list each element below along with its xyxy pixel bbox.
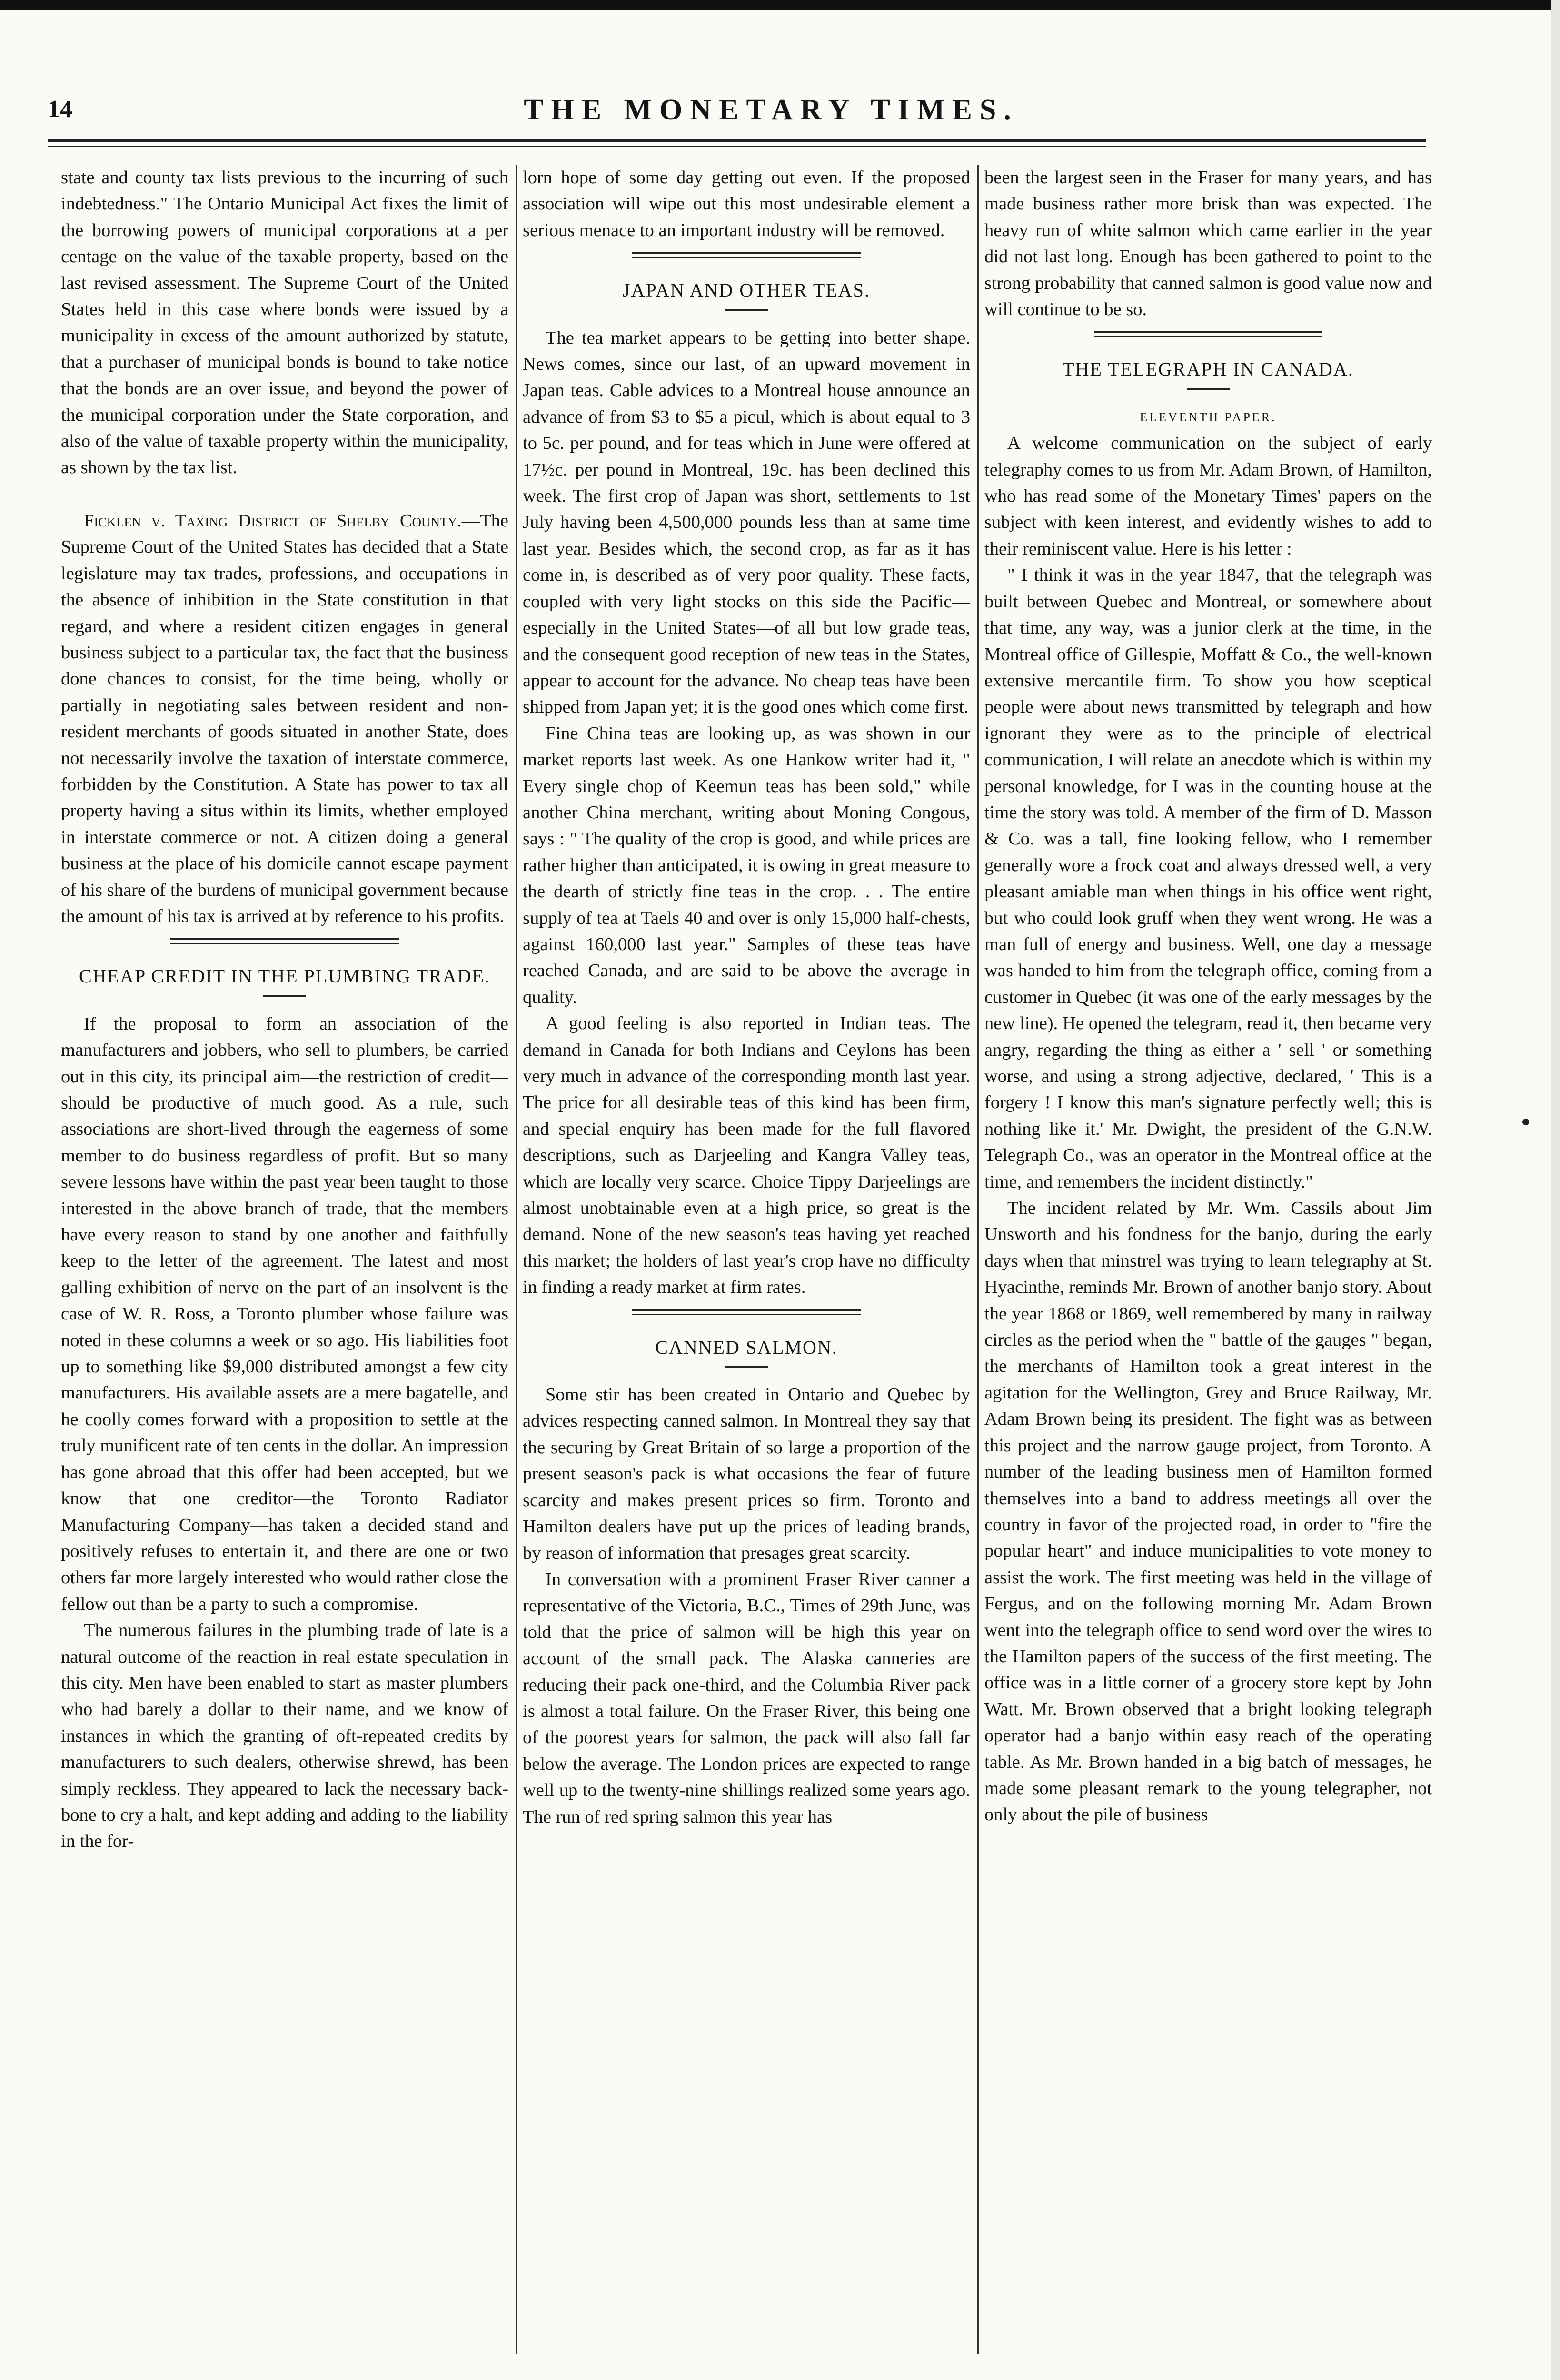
section-subheading: ELEVENTH PAPER. — [1140, 410, 1277, 424]
column-divider-1 — [516, 165, 517, 2354]
section-separator — [632, 252, 861, 258]
paragraph: In conversation with a prominent Fraser River canner a representative of the Victoria, B.C., Times of 29th June, was told that the price of salmon will be high this year on account of the small pack. The Alaska canneries are reducing their pack one-third, and the Columbia River pack is almost a total failure. On the Fraser River, this being one of the poorest years for salmon, the pack will also fall far below the average. The London prices are expected to range well up to the twenty-nine shillings realized some years ago. The run of red spring salmon this year has — [523, 1569, 970, 1827]
heading-rule — [725, 309, 768, 311]
scan-right-edge — [1551, 0, 1560, 2380]
heading-rule — [263, 995, 306, 997]
page-number: 14 — [48, 96, 72, 123]
paragraph: " I think it was in the year 1847, that the telegraph was built between Quebec and Montreal, or somewhere about that time, any way, was a junior clerk at the time, in the Montreal office of Gillespie, Moffatt & Co., the well-known extensive mercantile firm. To show you how sceptical people were about news transmitted by telegraph and how ignorant they were as to the principle of electrical communication, I will relate an anecdote which is within my personal knowledge, for I was in the counting house at the time the story was told. A member of the firm of D. Masson & Co. was a tall, fine looking fellow, who I remember generally wore a frock coat and always dressed well, a very pleasant amiable man when things in his office went right, but who could look gruff when they went wrong. He was a man full of energy and business. Well, one day a message was handed to him from the telegraph office, coming from a customer in Quebec (it was one of the early messages by the new line). He opened the telegram, read it, then became very angry, regarding the thing as either a ' sell ' or something worse, and using a strong adjective, declared, ' This is a forgery ! I know this man's signature perfectly well; this is nothing like it.' Mr. Dwight, the president of the G.N.W. Telegraph Co., was an operator in the Montreal office at the time, and remembers the incident distinctly." — [984, 565, 1432, 1192]
scan-top-edge — [0, 0, 1560, 10]
header-rule-thick — [48, 139, 1426, 142]
paragraph: lorn hope of some day getting out even. If the proposed association will wipe out this most undesirable element a serious menace to an important industry will be removed. — [523, 168, 970, 240]
paragraph: state and county tax lists previous to the incurring of such indebtedness." The Ontario Municipal Act fixes the limit of the borrowing powers of municipal corporations at a per centage on the value of the taxable property, based on the last revised assessment. The Supreme Court of the United States held in this case where bonds were issued by a municipality in excess of the amount authorized by statute, that a purchaser of municipal bonds is bound to take notice that the bonds are an over issue, and beyond the power of the municipal corporation under the State corporation, and also of the value of taxable property within the municipality, as shown by the tax list. — [61, 168, 508, 478]
paragraph: The incident related by Mr. Wm. Cassils about Jim Unsworth and his fondness for the banjo, during the early days when that minstrel was trying to learn telegraphy at St. Hyacinthe, reminds Mr. Brown of another banjo story. About the year 1868 or 1869, well remembered by many in railway circles as the period when the " battle of the gauges " began, the merchants of Hamilton took a great interest in the agitation for the Wellington, Grey and Bruce Railway, Mr. Adam Brown being its president. The fight was as between this project and the narrow gauge project, from Toronto. A number of the leading business men of Hamilton formed themselves into a band to address meetings all over the country in favor of the projected road, in order to "fire the popular heart" and induce municipalities to vote money to assist the work. The first meeting was held in the village of Fergus, and on the following morning Mr. Adam Brown went into the telegraph office to send word over the wires to the Hamilton papers of the success of the first meeting. The office was in a little corner of a grocery store kept by John Watt. Mr. Brown observed that a bright looking telegraph operator had a banjo within easy reach of the operating table. As Mr. Brown handed in a big batch of messages, he made some pleasant remark to the young telegrapher, not only about the pile of business — [984, 1198, 1432, 1825]
newspaper-masthead: THE MONETARY TIMES. — [524, 94, 1019, 126]
paragraph: If the proposal to form an association of the manufacturers and jobbers, who sell to plumbers, be carried out in this city, its principal aim—the restriction of credit—should be productive of much good. As a rule, such associations are short-lived through the eagerness of some member to do business regardless of profit. But so many severe lessons have within the past year been taught to those interested in the above branch of trade, that the members have every reason to stand by one another and faithfully keep to the letter of the agreement. The latest and most galling exhibition of nerve on the part of an insolvent is the case of W. R. Ross, a Toronto plumber whose failure was noted in these columns a week or so ago. His liabilities foot up to something like $9,000 distributed amongst a few city manufacturers. His available assets are a mere bagatelle, and he coolly comes forward with a proposition to settle at the truly munificent rate of ten cents in the dollar. An impression has gone abroad that this offer had been accepted, but we know that one creditor—the Toronto Radiator Manufacturing Company—has taken a decided stand and positively refuses to entertain it, and there are one or two others far more largely interested who would rather close the fellow out than be a party to such a compromise. — [61, 1013, 508, 1614]
section-heading: CHEAP CREDIT IN THE PLUMBING TRADE. — [79, 965, 491, 987]
column-1 — [61, 165, 508, 2354]
column-3 — [984, 165, 1432, 2354]
paragraph: The numerous failures in the plumbing trade of late is a natural outcome of the reaction in real estate speculation in this city. Men have been enabled to start as master plumbers who had barely a dollar to their name, and we know of instances in which the granting of oft-repeated credits by manufacturers to such dealers, otherwise shrewd, has been simply reckless. They appeared to lack the necessary back-bone to cry a halt, and kept adding and adding to the liability in the for- — [61, 1620, 508, 1852]
paragraph: A good feeling is also reported in Indian teas. The demand in Canada for both Indians and Ceylons has been very much in advance of the corresponding month last year. The price for all desirable teas of this kind has been firm, and special enquiry has been made for the full flavored descriptions, such as Darjeeling and Kangra Valley teas, which are locally very scarce. Choice Tippy Darjeelings are almost unobtainable even at a high price, so great is the demand. None of the new season's teas having yet reached this market; the holders of last year's crop have no difficulty in finding a ready market at firm rates. — [523, 1013, 970, 1298]
paragraph: A welcome communication on the subject of early telegraphy comes to us from Mr. Adam Brown, of Hamilton, who has read some of the Monetary Times' papers on the subject with keen interest, and evidently wishes to add to their reminiscent value. Here is his letter : — [984, 433, 1432, 559]
paragraph: been the largest seen in the Fraser for many years, and has made business rather more brisk than was expected. The heavy run of white salmon which came earlier in the year did not last long. Enough has been gathered to point to the strong probability that canned salmon is good value now and will continue to be so. — [984, 168, 1432, 320]
paragraph-text: —The Supreme Court of the United States has decided that a State legislature may tax trades, professions, and occupations in the absence of inhibition in the State constitution in that regard, and where a resident citizen engages in general business subject to a particular tax, the fact that the business done chances to consist, for the time being, wholly or partially in negotiating sales between resident and non-resident merchants of goods situated in another State, does not necessarily involve the taxation of interstate commerce, forbidden by the Constitution. A State has power to tax all property having a situs within its limits, whether employed in interstate commerce or not. A citizen doing a general business at the place of his domicile cannot escape payment of his share of the burdens of municipal government because the amount of his tax is arrived at by reference to his profits. — [61, 510, 508, 926]
section-separator — [170, 938, 399, 944]
section-heading: THE TELEGRAPH IN CANADA. — [1063, 358, 1354, 380]
section-heading: CANNED SALMON. — [655, 1336, 838, 1358]
heading-rule — [725, 1366, 768, 1368]
section-separator — [632, 1309, 861, 1315]
ink-spot — [1522, 1119, 1529, 1125]
paragraph: Fine China teas are looking up, as was shown in our market reports last week. As one Hankow writer had it, " Every single chop of Keemun teas has been sold," while another China merchant, writing about Moning Congous, says : " The quality of the crop is good, and while prices are rather higher than anticipated, it is owing in great measure to the dearth of strictly fine teas in the crop. . . The entire supply of tea at Taels 40 and over is only 15,000 half-chests, against 160,000 last year." Samples of these teas have reached Canada, and are said to be above the average in quality. — [523, 723, 970, 1007]
case-title: Ficklen v. Taxing District of Shelby County. — [84, 510, 462, 531]
section-heading: JAPAN AND OTHER TEAS. — [623, 279, 870, 301]
column-divider-2 — [977, 165, 979, 2354]
section-separator — [1094, 331, 1322, 337]
paragraph — [61, 508, 508, 930]
header-rule-thin — [48, 146, 1426, 147]
paragraph: Some stir has been created in Ontario and Quebec by advices respecting canned salmon. In Montreal they say that the securing by Great Britain of so large a proportion of the present season's pack is what occasions the fear of future scarcity and makes present prices so firm. Toronto and Hamilton dealers have put up the prices of leading brands, by reason of information that presages great scarcity. — [523, 1385, 970, 1563]
paragraph: The tea market appears to be getting into better shape. News comes, since our last, of an upward movement in Japan teas. Cable advices to a Montreal house announce an advance of from $3 to $5 a picul, which is about equal to 3 to 5c. per pound, and for teas which in June were offered at 17½c. per pound in Montreal, 19c. has been declined this week. The first crop of Japan was short, settlements to 1st July having been 4,500,000 pounds less than at same time last year. Besides which, the second crop, as far as it has come in, is described as of very poor quality. These facts, coupled with very light stocks on this side the Pacific—especially in the United States—of all but low grade teas, and the consequent good reception of new teas in the States, appear to account for the advance. No cheap teas have been shipped from Japan yet; it is the good ones which come first. — [523, 327, 970, 717]
column-2 — [523, 165, 970, 2354]
heading-rule — [1187, 388, 1230, 390]
